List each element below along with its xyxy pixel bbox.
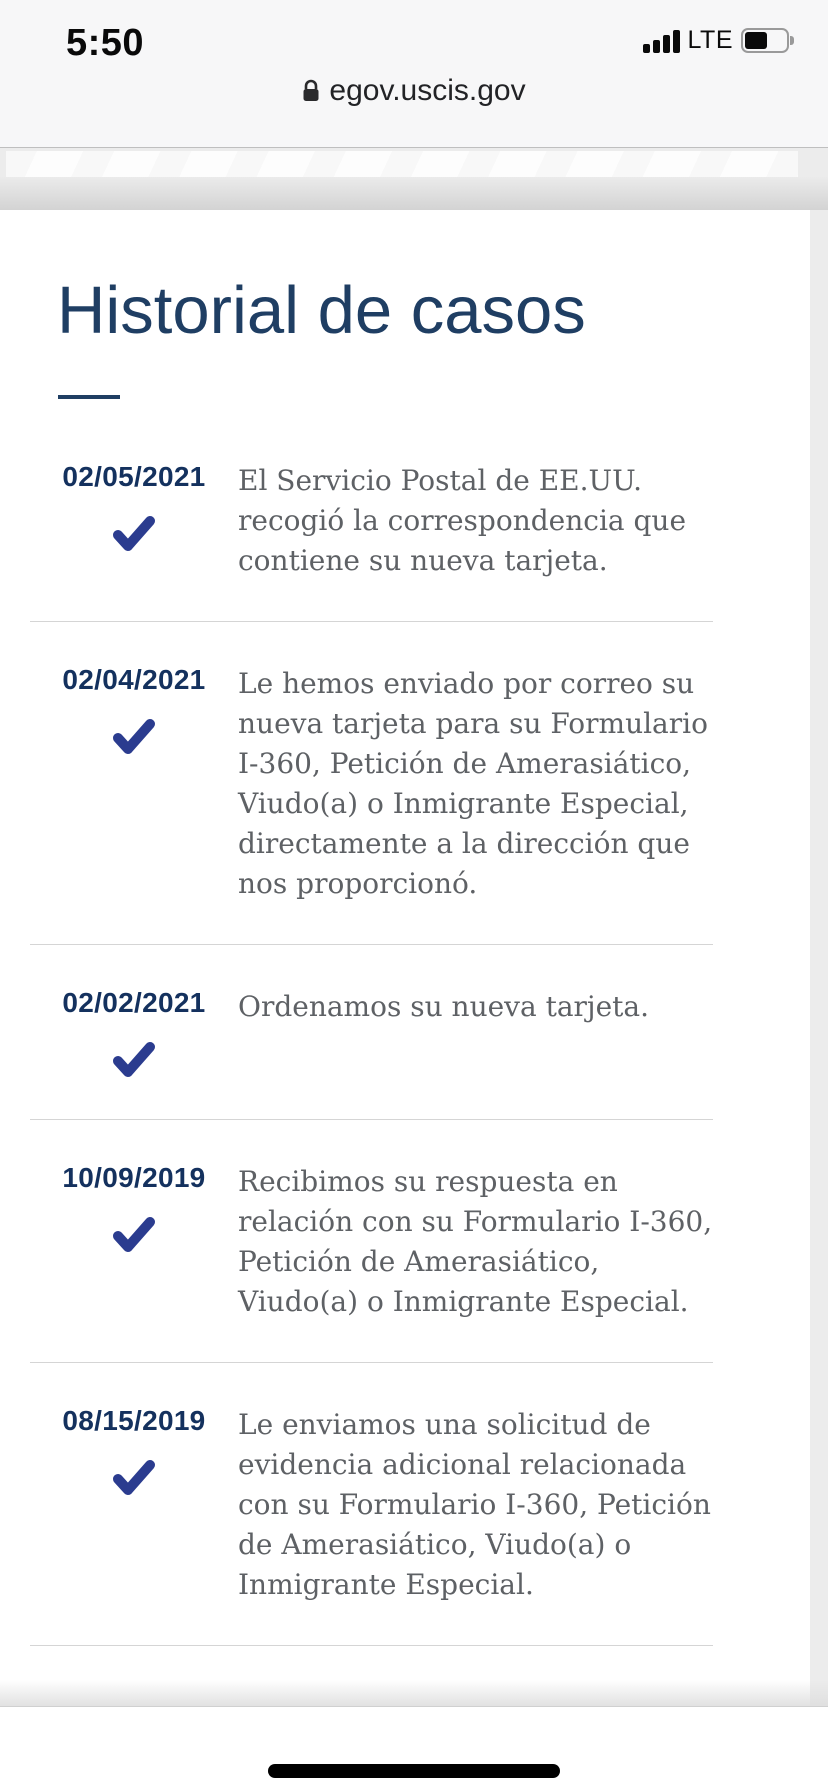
case-history-card [0, 210, 810, 1792]
battery-icon [741, 28, 794, 53]
case-history-entry [0, 622, 810, 944]
lock-icon [302, 79, 320, 103]
entry-description: Le hemos enviado por correo su nueva tarjeta para su Formulario I-360, Petición de Amerasiático, Viudo(a) o Inmigrante Especial, directamente a la dirección que nos proporcionó. [238, 667, 708, 900]
card-gap [0, 177, 828, 210]
entry-date-column [60, 1405, 208, 1605]
entry-description: Ordenamos su nueva tarjeta. [238, 990, 650, 1023]
entry-date-column [60, 987, 208, 1079]
entry-description: Le enviamos una solicitud de evidencia adicional relacionada con su Formulario I-360, Petición de Amerasiático, Viudo(a) o Inmigrante Especial. [238, 1408, 711, 1601]
entry-date: 02/05/2021 [62, 461, 206, 492]
entry-date-column [60, 461, 208, 581]
bottom-fade [0, 1680, 828, 1706]
previous-card-edge [6, 151, 798, 177]
case-history-entry [0, 419, 810, 621]
status-icons [643, 26, 795, 55]
entry-divider [30, 1645, 713, 1646]
signal-bar [653, 40, 660, 53]
battery-nub [790, 36, 794, 45]
home-indicator[interactable] [268, 1764, 560, 1778]
page-title: Historial de casos [57, 273, 586, 348]
check-icon [111, 718, 157, 756]
entry-date: 10/09/2019 [62, 1162, 206, 1193]
url-domain: egov.uscis.gov [329, 74, 526, 107]
check-icon [111, 1459, 157, 1497]
signal-bar [663, 35, 670, 53]
web-page [0, 149, 828, 1792]
signal-bar [643, 44, 650, 53]
entry-date: 02/04/2021 [62, 664, 206, 695]
case-history-entry [0, 945, 810, 1119]
case-history-entry [0, 1363, 810, 1645]
title-underline [58, 395, 120, 399]
safari-top-chrome [0, 0, 828, 148]
entry-date: 08/15/2019 [62, 1405, 206, 1436]
case-history-list [0, 419, 810, 1646]
check-icon [111, 1216, 157, 1254]
entry-description: Recibimos su respuesta en relación con su Formulario I-360, Petición de Amerasiático, Viudo(a) o Inmigrante Especial. [238, 1165, 713, 1318]
safari-bottom-chrome [0, 1706, 828, 1792]
carrier-label: LTE [687, 26, 733, 54]
signal-strength-icon [643, 29, 680, 53]
battery-body [741, 28, 789, 53]
entry-date: 02/02/2021 [62, 987, 206, 1018]
status-bar [0, 0, 828, 62]
signal-bar [673, 30, 680, 53]
address-bar[interactable] [0, 62, 828, 120]
entry-description: El Servicio Postal de EE.UU. recogió la correspondencia que contiene su nueva tarjeta. [238, 464, 687, 577]
check-icon [111, 1041, 157, 1079]
battery-fill [745, 32, 767, 49]
case-history-entry [0, 1120, 810, 1362]
entry-date-column [60, 1162, 208, 1322]
check-icon [111, 515, 157, 553]
entry-date-column [60, 664, 208, 904]
status-time: 5:50 [66, 22, 145, 64]
